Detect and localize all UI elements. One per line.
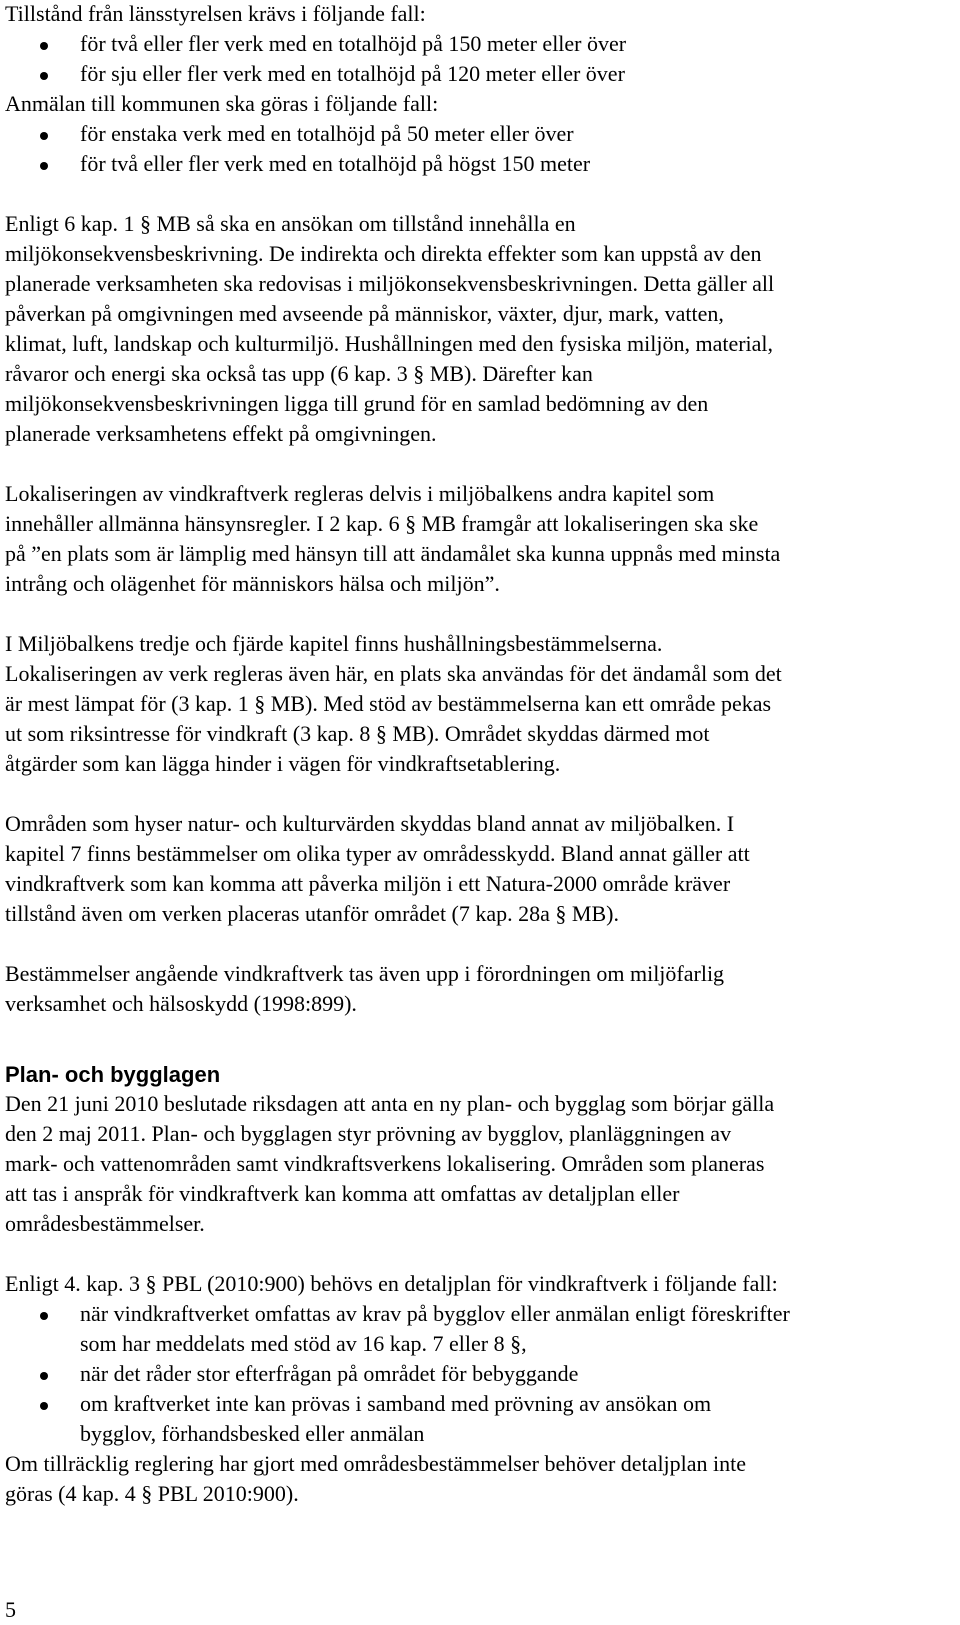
text-line: Lokaliseringen av vindkraftverk regleras delvis i miljöbalkens andra kapitel som bbox=[5, 481, 715, 506]
text-line: vindkraftverk som kan komma att påverka miljön i ett Natura-2000 område kräver bbox=[5, 871, 731, 896]
text-line: intrång och olägenhet för människors hälsa och miljön”. bbox=[5, 571, 500, 596]
section-heading: Plan- och bygglagen bbox=[5, 1062, 221, 1087]
text-line: miljökonsekvensbeskrivning. De indirekta och direkta effekter som kan uppstå av den bbox=[5, 241, 762, 266]
list-item: om kraftverket inte kan prövas i samband med prövning av ansökan om bbox=[80, 1391, 712, 1416]
text-line: kapitel 7 finns bestämmelser om olika typer av områdesskydd. Bland annat gäller att bbox=[5, 841, 750, 866]
text-line: tillstånd även om verken placeras utanför området (7 kap. 28a § MB). bbox=[5, 901, 619, 926]
text-line: Lokaliseringen av verk regleras även här, en plats ska användas för det ändamål som det bbox=[5, 661, 782, 686]
text-line: verksamhet och hälsoskydd (1998:899). bbox=[5, 991, 357, 1016]
text-line: Enligt 4. kap. 3 § PBL (2010:900) behövs en detaljplan för vindkraftverk i följande fall: bbox=[5, 1271, 778, 1296]
text-line: Enligt 6 kap. 1 § MB så ska en ansökan om tillstånd innehålla en bbox=[5, 211, 576, 236]
bullet-icon bbox=[40, 132, 48, 140]
text-line: åtgärder som kan lägga hinder i vägen för vindkraftsetablering. bbox=[5, 751, 561, 776]
bullet-icon bbox=[40, 162, 48, 170]
text-line: påverkan på omgivningen med avseende på människor, växter, djur, mark, vatten, bbox=[5, 301, 724, 326]
text-line: att tas i anspråk för vindkraftverk kan komma att omfattas av detaljplan eller bbox=[5, 1181, 680, 1206]
bullet-icon bbox=[40, 42, 48, 50]
text-line: Bestämmelser angående vindkraftverk tas även upp i förordningen om miljöfarlig bbox=[5, 961, 725, 986]
bullet-icon bbox=[40, 72, 48, 80]
list-item: för två eller fler verk med en totalhöjd på 150 meter eller över bbox=[80, 31, 627, 56]
text-line: den 2 maj 2011. Plan- och bygglagen styr prövning av bygglov, planläggningen av bbox=[5, 1121, 732, 1146]
list-item: när det råder stor efterfrågan på området för bebyggande bbox=[80, 1361, 579, 1386]
bullet-icon bbox=[40, 1312, 48, 1320]
list-item: för sju eller fler verk med en totalhöjd på 120 meter eller över bbox=[80, 61, 625, 86]
text-line: göras (4 kap. 4 § PBL 2010:900). bbox=[5, 1481, 299, 1506]
bullet-icon bbox=[40, 1372, 48, 1380]
text-line: Tillstånd från länsstyrelsen krävs i följande fall: bbox=[5, 1, 426, 26]
text-line: på ”en plats som är lämplig med hänsyn till att ändamålet ska kunna uppnås med minsta bbox=[5, 541, 781, 566]
list-item: när vindkraftverket omfattas av krav på bygglov eller anmälan enligt föreskrifter bbox=[80, 1301, 790, 1326]
list-item: för enstaka verk med en totalhöjd på 50 meter eller över bbox=[80, 121, 574, 146]
text-line: miljökonsekvensbeskrivningen ligga till grund för en samlad bedömning av den bbox=[5, 391, 709, 416]
text-line: planerade verksamheten ska redovisas i miljökonsekvensbeskrivningen. Detta gäller all bbox=[5, 271, 775, 296]
text-line: ut som riksintresse för vindkraft (3 kap. 8 § MB). Området skyddas därmed mot bbox=[5, 721, 710, 746]
text-line: planerade verksamhetens effekt på omgivningen. bbox=[5, 421, 437, 446]
text-line: mark- och vattenområden samt vindkraftsverkens lokalisering. Områden som planeras bbox=[5, 1151, 765, 1176]
text-line: Anmälan till kommunen ska göras i följande fall: bbox=[5, 91, 439, 116]
text-line: klimat, luft, landskap och kulturmiljö. Hushållningen med den fysiska miljön, material, bbox=[5, 331, 774, 356]
text-line: I Miljöbalkens tredje och fjärde kapitel finns hushållningsbestämmelserna. bbox=[5, 631, 663, 656]
text-line: är mest lämpat för (3 kap. 1 § MB). Med stöd av bestämmelserna kan ett område pekas bbox=[5, 691, 772, 716]
page-number: 5 bbox=[5, 1597, 16, 1622]
bullet-icon bbox=[40, 1402, 48, 1410]
text-line: Områden som hyser natur- och kulturvärden skyddas bland annat av miljöbalken. I bbox=[5, 811, 735, 836]
text-line: Den 21 juni 2010 beslutade riksdagen att anta en ny plan- och bygglag som börjar gälla bbox=[5, 1091, 775, 1116]
list-item: för två eller fler verk med en totalhöjd på högst 150 meter bbox=[80, 151, 591, 176]
text-line: områdesbestämmelser. bbox=[5, 1211, 205, 1236]
list-item-continuation: bygglov, förhandsbesked eller anmälan bbox=[80, 1421, 425, 1446]
text-line: råvaror och energi ska också tas upp (6 kap. 3 § MB). Därefter kan bbox=[5, 361, 593, 386]
list-item-continuation: som har meddelats med stöd av 16 kap. 7 eller 8 §, bbox=[80, 1331, 527, 1356]
text-line: innehåller allmänna hänsynsregler. I 2 kap. 6 § MB framgår att lokaliseringen ska ske bbox=[5, 511, 759, 536]
text-line: Om tillräcklig reglering har gjort med områdesbestämmelser behöver detaljplan inte bbox=[5, 1451, 747, 1476]
